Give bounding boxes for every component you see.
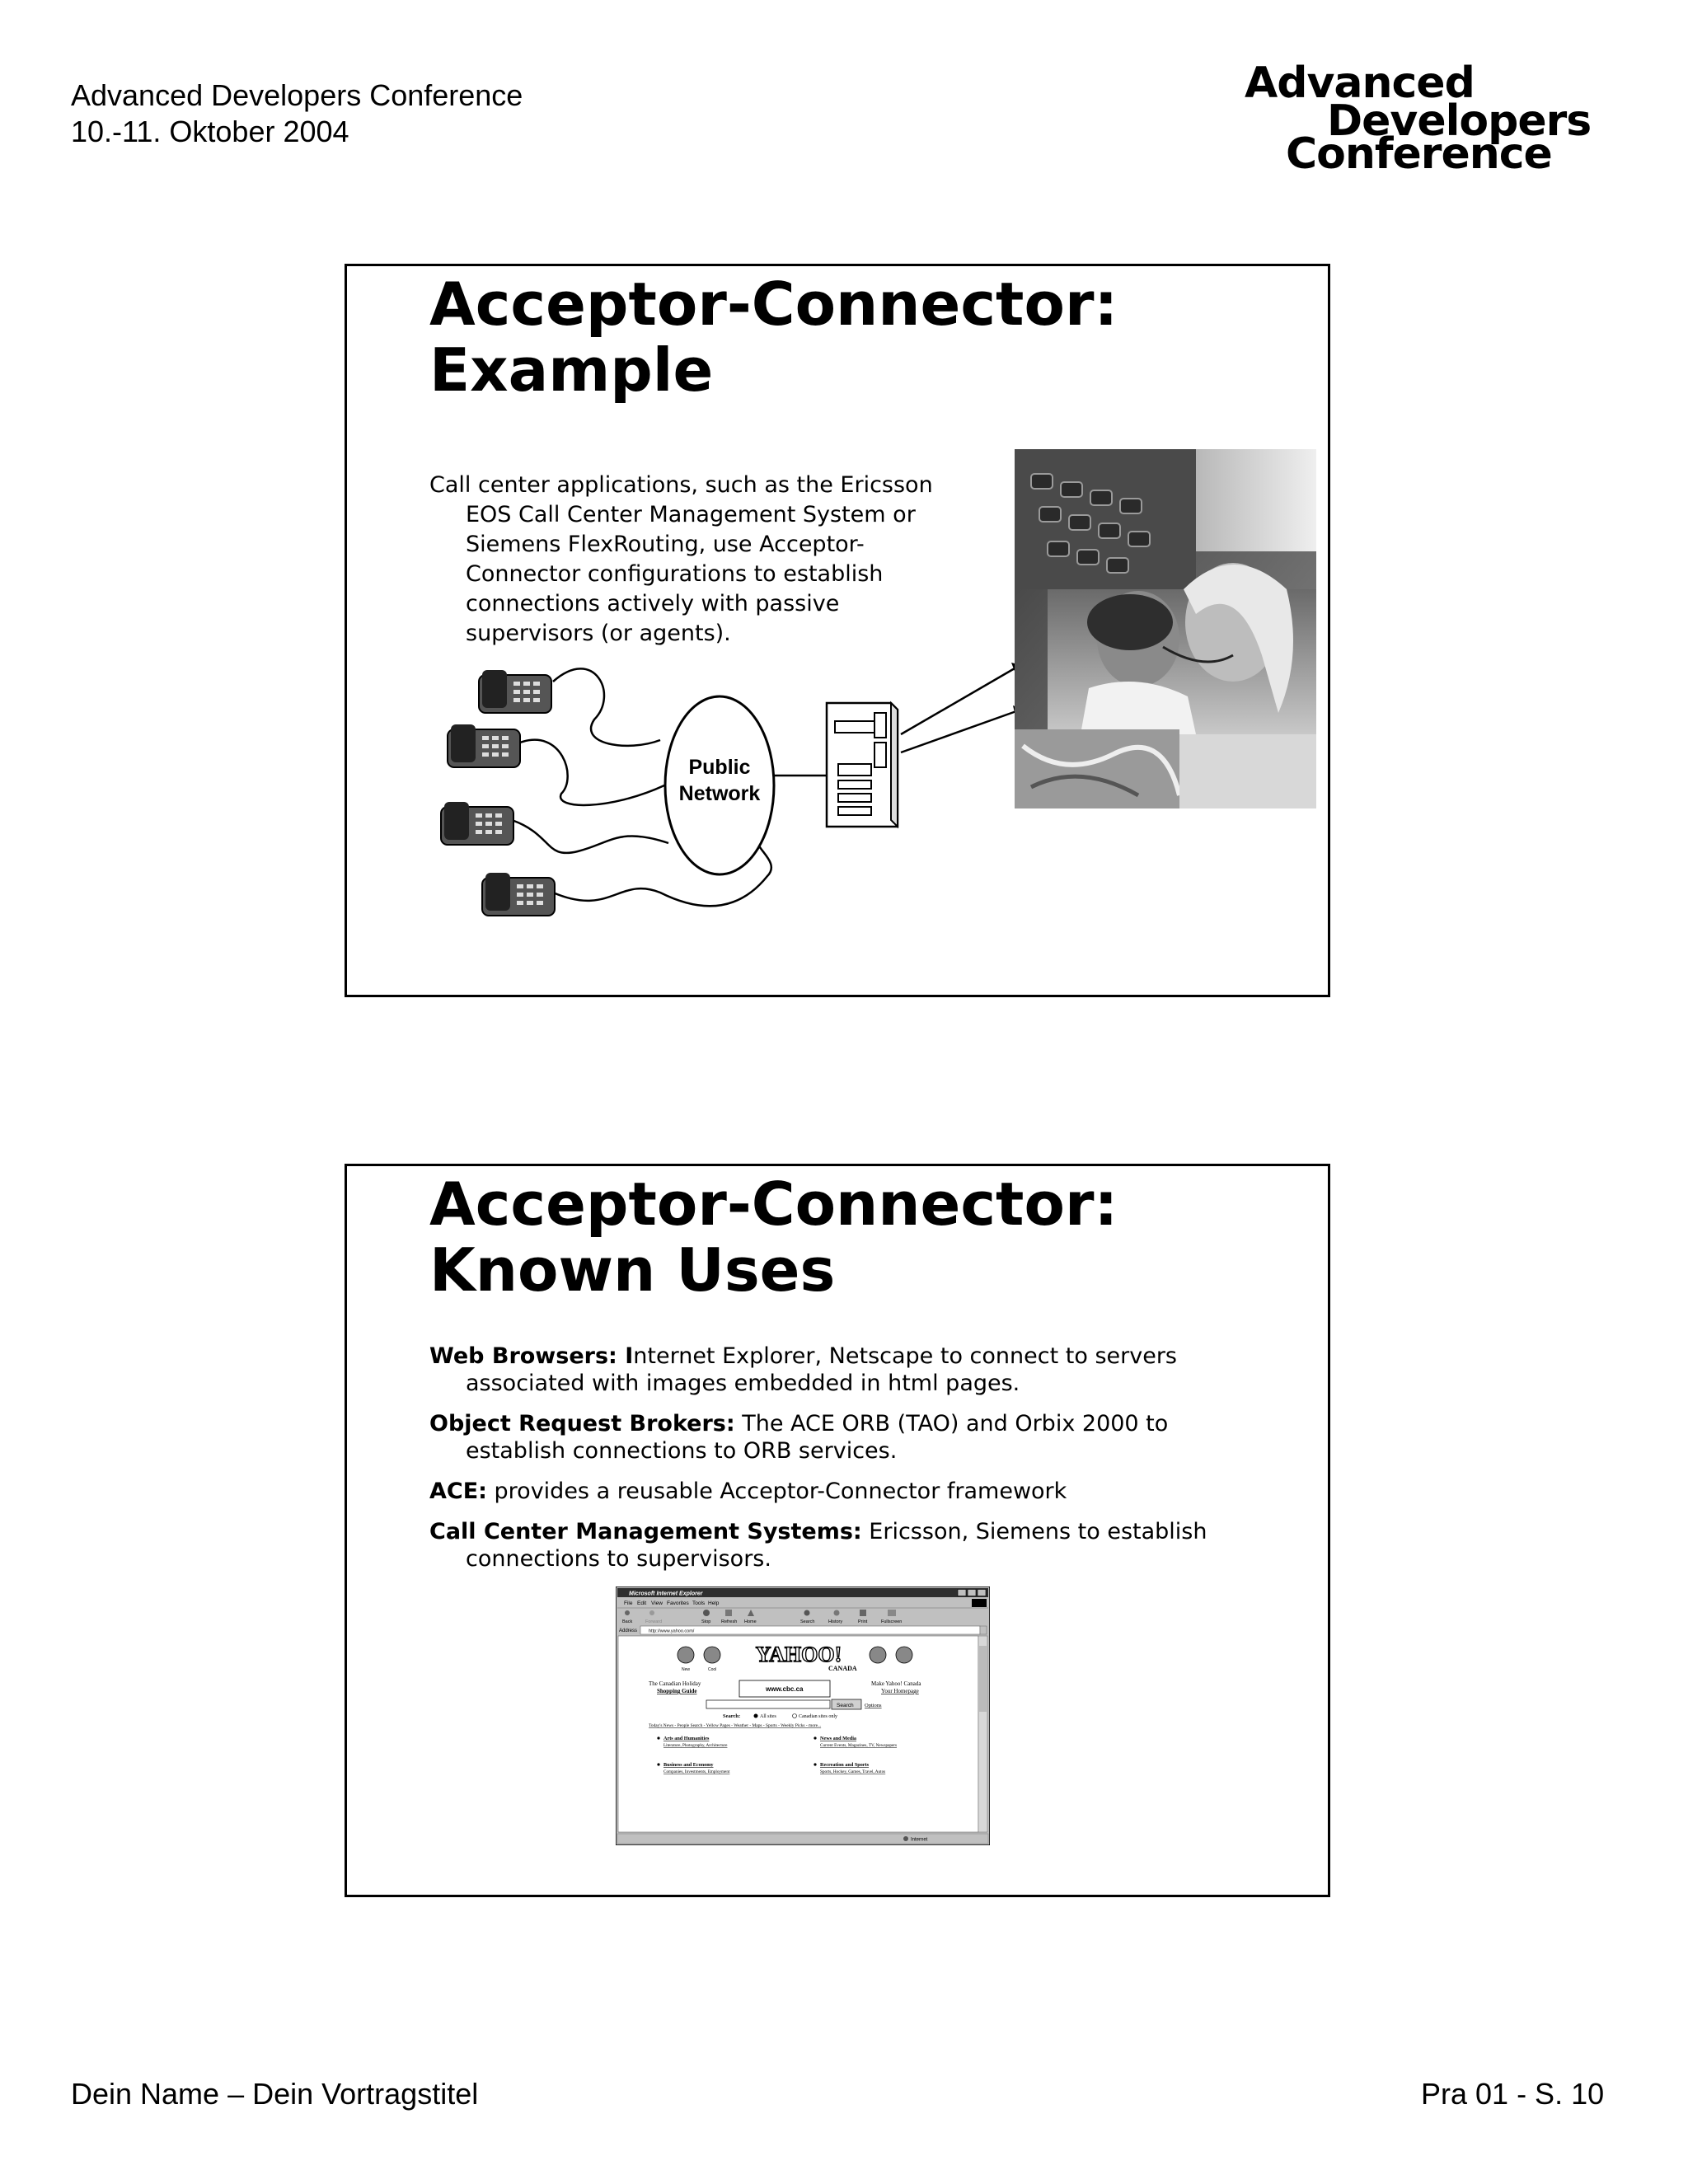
- known-uses-list: [429, 1343, 1254, 1586]
- toolbar-back[interactable]: Back: [622, 1619, 633, 1624]
- yahoo-logo: YAHOO!: [755, 1643, 842, 1666]
- network-label-1: Public: [688, 756, 751, 779]
- slide-paragraph: Call center applications, such as the Ericsson EOS Call Center Management System or Siemens FlexRouting, use Acceptor-Connector configurations to establish connections actively with passive supervisors (or agents).: [429, 472, 933, 646]
- address-dropdown[interactable]: [980, 1626, 987, 1634]
- radio-all-sites[interactable]: [754, 1714, 758, 1718]
- slide-title-line-1: Acceptor-Connector:: [429, 269, 1118, 339]
- status-bar: [617, 1834, 988, 1844]
- known-use-term: ACE:: [429, 1479, 487, 1504]
- toolbar-print[interactable]: Print: [858, 1619, 868, 1624]
- address-label: Address: [619, 1629, 638, 1633]
- category-title[interactable]: Business and Economy: [663, 1762, 714, 1768]
- refresh-icon: [725, 1610, 732, 1616]
- menu-edit[interactable]: Edit: [637, 1601, 647, 1606]
- stop-icon: [703, 1610, 710, 1616]
- close-button[interactable]: [978, 1590, 986, 1596]
- category-title[interactable]: Arts and Humanities: [663, 1736, 710, 1741]
- slide-title-line-1: Acceptor-Connector:: [429, 1169, 1118, 1239]
- wire-phone-2: [520, 740, 664, 805]
- telephone-icon: [448, 724, 520, 767]
- known-use-term: Call Center Management Systems:: [429, 1519, 862, 1544]
- arrow-server-to-agent-1: [901, 668, 1015, 734]
- logo-line-2: Developers: [1327, 96, 1592, 146]
- category-title[interactable]: News and Media: [820, 1736, 857, 1741]
- known-use-term: Web Browsers: I: [429, 1343, 634, 1369]
- known-use-item: [429, 1478, 1254, 1505]
- category-title[interactable]: Recreation and Sports: [820, 1762, 870, 1768]
- radio-canada-label: Canadian sites only: [799, 1714, 837, 1719]
- call-center-agents-photo: [1015, 449, 1316, 808]
- conference-date: 10.-11. Oktober 2004: [71, 115, 349, 148]
- status-zone: Internet: [911, 1837, 928, 1843]
- known-use-item: [429, 1410, 1254, 1465]
- minimize-button[interactable]: [958, 1590, 966, 1596]
- category-sub[interactable]: Companies, Investments, Employment: [663, 1769, 730, 1774]
- slide-title-line-2: Example: [429, 335, 714, 405]
- toolbar-refresh[interactable]: Refresh: [721, 1619, 738, 1624]
- promo-right-1[interactable]: Make Yahoo! Canada: [871, 1680, 921, 1687]
- logo-line-1: Advanced: [1245, 59, 1475, 108]
- address-value: http://www.yahoo.com/: [649, 1629, 695, 1634]
- promo-left-2[interactable]: Shopping Guide: [657, 1688, 697, 1694]
- news-links-row[interactable]: Today's News - People Search - Yellow Pages - Weather - Maps - Sports - Weekly Picks - more...: [649, 1723, 822, 1728]
- slide-title: [429, 1171, 1171, 1303]
- promo-center: www.cbc.ca: [766, 1685, 804, 1693]
- known-use-item: [429, 1518, 1254, 1572]
- slide-known-uses: [345, 1164, 1330, 1897]
- menu-favorites[interactable]: Favorites: [667, 1601, 689, 1606]
- menu-tools[interactable]: Tools: [692, 1601, 706, 1606]
- internet-zone-icon: [903, 1836, 908, 1841]
- footer-page-number: Pra 01 - S. 10: [1421, 2077, 1605, 2111]
- arrow-server-to-agent-2: [901, 711, 1016, 752]
- nav-cool[interactable]: Cool: [708, 1667, 717, 1672]
- options-link[interactable]: Options: [865, 1703, 882, 1708]
- category-sub[interactable]: Sports, Hockey, Games, Travel, Autos: [820, 1769, 886, 1774]
- forward-icon: [649, 1610, 654, 1615]
- print-icon: [860, 1610, 866, 1616]
- known-use-text: nternet Explorer, Netscape to connect to servers associated with images embedded in html pages.: [466, 1343, 1177, 1396]
- yahoo-search-button-label: Search: [837, 1703, 854, 1708]
- radio-canadian-sites[interactable]: [793, 1714, 797, 1718]
- wire-phone-3: [512, 820, 668, 853]
- nav-new[interactable]: New: [682, 1667, 691, 1672]
- telephone-icon: [441, 802, 513, 845]
- telephone-icon: [482, 873, 555, 916]
- toolbar-home[interactable]: Home: [744, 1619, 757, 1624]
- logo-line-3: Conference: [1286, 129, 1552, 179]
- promo-right-2[interactable]: Your Homepage: [881, 1688, 919, 1694]
- conference-name: Advanced Developers Conference: [71, 78, 523, 112]
- known-use-text: The ACE ORB (TAO) and Orbix 2000 to establish connections to ORB services.: [466, 1411, 1169, 1464]
- yahoo-logo-sub: CANADA: [828, 1665, 857, 1672]
- page-header: [71, 77, 523, 150]
- menu-file[interactable]: File: [624, 1601, 633, 1606]
- menu-help[interactable]: Help: [708, 1601, 720, 1606]
- back-icon: [625, 1610, 630, 1615]
- known-use-item: [429, 1343, 1254, 1397]
- promo-left-1: The Canadian Holiday: [649, 1680, 701, 1687]
- menu-view[interactable]: View: [651, 1601, 663, 1606]
- slide-example: [345, 264, 1330, 997]
- toolbar-fullscreen[interactable]: Fullscreen: [881, 1619, 903, 1624]
- search-label: Search:: [723, 1713, 741, 1719]
- conference-logo: [1236, 59, 1648, 183]
- history-icon: [834, 1610, 840, 1616]
- server-icon: [827, 703, 898, 827]
- maximize-button[interactable]: [968, 1590, 976, 1596]
- scrollbar-thumb[interactable]: [979, 1646, 987, 1712]
- telephone-icon: [479, 670, 551, 713]
- radio-all-label: All sites: [760, 1714, 776, 1719]
- network-label-2: Network: [678, 782, 761, 805]
- toolbar-search[interactable]: Search: [800, 1619, 815, 1624]
- window-title: Microsoft Internet Explorer: [629, 1591, 703, 1597]
- toolbar-history[interactable]: History: [828, 1619, 843, 1624]
- category-sub[interactable]: Current Events, Magazines, TV, Newspapers: [820, 1743, 898, 1748]
- toolbar-stop[interactable]: Stop: [701, 1619, 711, 1624]
- footer-left: Dein Name – Dein Vortragstitel: [71, 2077, 479, 2111]
- known-use-text: Ericsson, Siemens to establish connections to supervisors.: [466, 1519, 1207, 1572]
- wire-phone-1: [553, 668, 660, 745]
- search-icon: [804, 1610, 810, 1616]
- yahoo-search-input[interactable]: [706, 1700, 830, 1708]
- toolbar-forward[interactable]: Forward: [645, 1619, 663, 1624]
- known-use-term: Object Request Brokers:: [429, 1411, 735, 1436]
- browser-screenshot: [616, 1586, 990, 1845]
- ie-logo-icon: [972, 1599, 987, 1607]
- slide-title-line-2: Known Uses: [429, 1235, 836, 1305]
- category-sub[interactable]: Literature, Photography, Architecture: [663, 1743, 728, 1748]
- known-use-text: provides a reusable Acceptor-Connector framework: [486, 1479, 1067, 1504]
- fullscreen-icon: [888, 1610, 896, 1616]
